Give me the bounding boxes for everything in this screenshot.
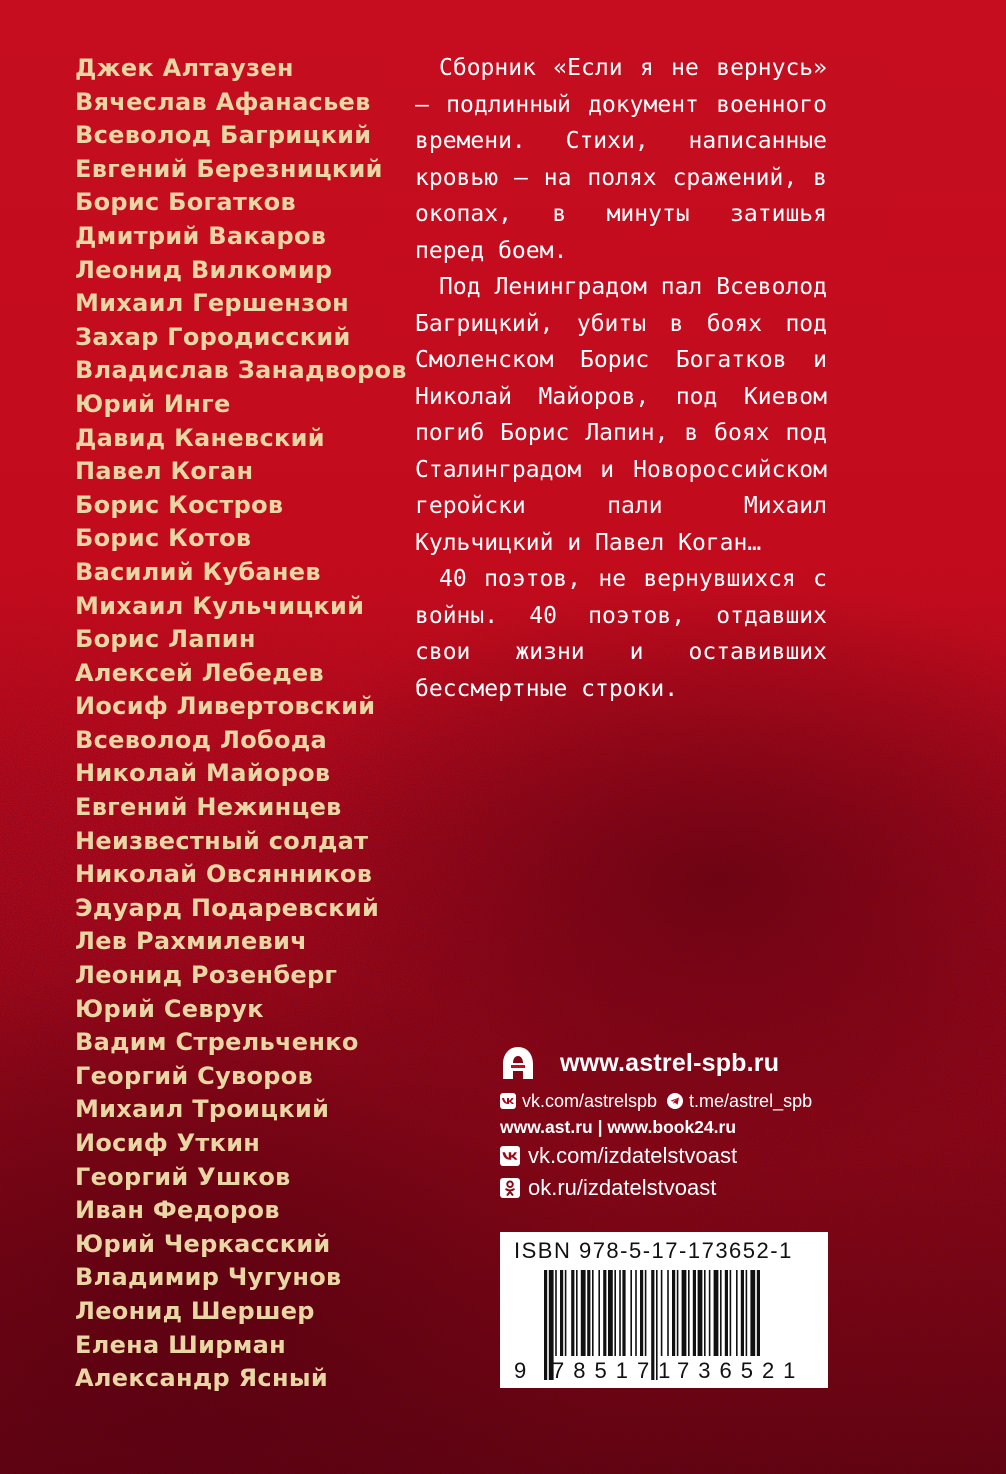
barcode-bar [736, 1270, 738, 1356]
poet-name: Эдуард Подаревский [75, 893, 380, 922]
barcode-bar [581, 1270, 586, 1356]
poet-name: Вячеслав Афанасьев [75, 87, 371, 116]
poet-name: Евгений Нежинцев [75, 793, 342, 822]
poet-name: Борис Костров [75, 490, 284, 519]
publisher-info [500, 1040, 830, 1204]
poet-name: Юрий Инге [75, 389, 231, 418]
poet-name: Давид Каневский [75, 423, 325, 452]
poet-name: Леонид Розенберг [75, 961, 338, 990]
odnoklassniki-icon [500, 1178, 520, 1198]
barcode-digit-lead: 9 [514, 1358, 527, 1383]
poet-name: Леонид Шершер [75, 1296, 315, 1325]
poet-name: Борис Котов [75, 524, 252, 553]
poet-name-list [75, 52, 407, 1396]
poet-name: Михаил Гершензон [75, 289, 350, 318]
barcode-bar [672, 1270, 675, 1356]
poet-name: Всеволод Лобода [75, 725, 328, 754]
barcode-bar [667, 1270, 669, 1356]
poet-name: Иван Федоров [75, 1196, 280, 1225]
poet-name: Владимир Чугунов [75, 1263, 342, 1292]
barcode-digits-left: 785171 [552, 1358, 680, 1383]
barcode-bar [714, 1270, 719, 1356]
barcode-digits-right: 736521 [677, 1358, 805, 1383]
barcode-bar [614, 1270, 616, 1356]
barcode-bar [640, 1270, 643, 1356]
ok-link[interactable]: ok.ru/izdatelstvoast [528, 1175, 717, 1200]
poet-name: Николай Майоров [75, 759, 331, 788]
poet-name: Дмитрий Вакаров [75, 221, 327, 250]
barcode-bar [757, 1270, 760, 1356]
telegram-link[interactable]: t.me/astrel_spb [689, 1090, 813, 1111]
description-paragraph-2: Под Ленинградом пал Всеволод Багрицкий, убиты в боях под Смоленском Борис Богатков и Николай Майоров, под Киевом погиб Борис Лапин, в боях под Сталинградом и Новороссийском геройски пали Михаил Кульчицкий и Павел Коган… [415, 274, 827, 556]
sites-line[interactable]: www.ast.ru | www.book24.ru [500, 1116, 737, 1137]
vk-link-2[interactable]: vk.com/izdatelstvoast [528, 1143, 738, 1168]
poet-name: Иосиф Уткин [75, 1129, 261, 1157]
poet-name: Неизвестный солдат [75, 826, 369, 855]
barcode-bar [608, 1270, 613, 1356]
barcode-bar [677, 1270, 679, 1356]
poet-name: Георгий Суворов [75, 1061, 314, 1090]
barcode-bar [622, 1270, 625, 1356]
barcode-bar [720, 1270, 722, 1356]
poet-name: Михаил Троицкий [75, 1095, 330, 1124]
poet-name: Георгий Ушков [75, 1162, 291, 1191]
barcode-bar [592, 1270, 594, 1356]
isbn-barcode [500, 1232, 828, 1388]
barcode-bar [688, 1270, 690, 1356]
vk-link-1[interactable]: vk.com/astrelspb [522, 1090, 658, 1111]
poet-name: Евгений Березницкий [75, 154, 383, 183]
barcode-bar [571, 1270, 574, 1356]
poet-name: Вадим Стрельченко [75, 1028, 359, 1057]
poet-name: Николай Овсянников [75, 860, 373, 889]
barcode-bar [661, 1270, 663, 1356]
description-paragraph-3: 40 поэтов, не вернувшихся с войны. 40 поэтов, отдавших свои жизни и оставивших бессмертные строки. [415, 566, 827, 702]
barcode-bar [704, 1270, 706, 1356]
poet-name: Василий Кубанев [75, 557, 321, 586]
barcode-bar [560, 1270, 563, 1356]
poet-name: Елена Ширман [75, 1330, 287, 1359]
poet-name: Борис Богатков [75, 188, 296, 217]
poet-name: Иосиф Ливертовский [75, 692, 376, 721]
barcode-bar [682, 1270, 687, 1356]
description-text [415, 50, 827, 707]
poet-name: Павел Коган [75, 457, 254, 486]
barcode-bar [709, 1270, 711, 1356]
poet-name: Владислав Занадворов [75, 356, 407, 385]
barcode-bar [544, 1270, 547, 1380]
barcode-bar [698, 1270, 703, 1356]
poet-name: Александр Ясный [75, 1364, 328, 1393]
barcode-bar [725, 1270, 728, 1356]
telegram-icon [667, 1093, 683, 1109]
poet-name: Борис Лапин [75, 625, 256, 654]
poet-name: Джек Алтаузен [75, 54, 294, 82]
vk-icon [500, 1146, 520, 1166]
vk-icon [500, 1093, 516, 1109]
barcode-bar [693, 1270, 696, 1356]
barcode-bar [741, 1270, 744, 1356]
barcode-bar [576, 1270, 578, 1356]
barcode-bar [598, 1270, 600, 1356]
description-paragraph-1: Сборник «Если я не вернусь» — подлинный документ военного времени. Стихи, написанные кровью — на полях сражений, в окопах, в минуты затишья перед боем. [415, 55, 827, 264]
barcode-bar [630, 1270, 632, 1356]
barcode-bar [635, 1270, 637, 1356]
poet-name: Захар Городисский [75, 322, 351, 351]
barcode-bar [746, 1270, 748, 1356]
astrel-logo-icon [500, 1045, 536, 1081]
barcode-bar [645, 1270, 647, 1356]
poet-name: Алексей Лебедев [75, 658, 324, 687]
barcode-bar [730, 1270, 732, 1356]
poet-name: Юрий Черкасский [75, 1229, 331, 1258]
poet-name: Юрий Севрук [75, 994, 264, 1023]
poet-name: Михаил Кульчицкий [75, 591, 365, 620]
barcode-bar [565, 1270, 567, 1356]
barcode-bar [619, 1270, 621, 1356]
poet-name: Всеволод Багрицкий [75, 121, 372, 150]
isbn-number: ISBN 978-5-17-173652-1 [514, 1238, 793, 1263]
barcode-bar [555, 1270, 557, 1356]
website-link[interactable]: www.astrel-spb.ru [560, 1048, 780, 1077]
poet-name: Лев Рахмилевич [75, 927, 307, 956]
poet-name: Леонид Вилкомир [75, 255, 333, 284]
barcode-bar [587, 1270, 590, 1356]
barcode-bar [750, 1270, 755, 1356]
barcode-bar [603, 1270, 606, 1356]
